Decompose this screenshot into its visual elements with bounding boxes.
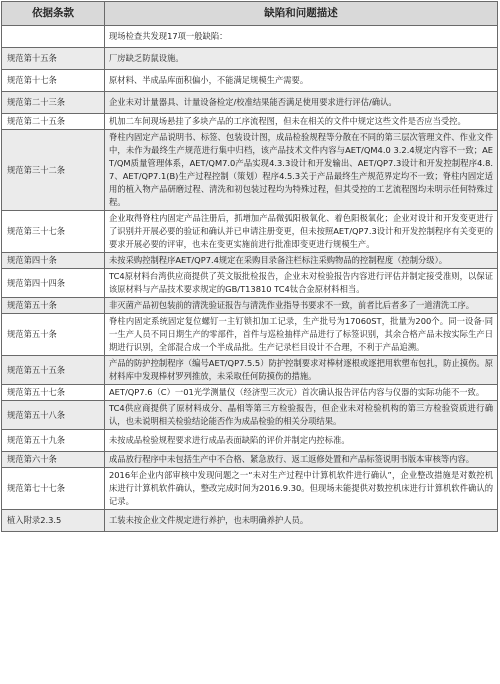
description-cell: 企业取得脊柱内固定产品注册后，抓增加产品微弧阳极氧化、着色阳极氧化；企业对设计和开发变更进行了识别并开展必要的验证和确认并已申请注册变更，但未按照AET/QP7.3设计和开发控制程序有关变更的要求开展必要的评审，也未在变更实施前进行批准即变更进行规模生产。 [105,211,498,253]
description-cell: TC4供应商提供了原材料成分、晶相等第三方检验报告，但企业未对检验机构的第三方检验资质进行确认，也未说明相关检验结论能否作为成品检验的相关分项结果。 [105,401,498,430]
table-row [2,269,498,298]
header-clause: 依据条款 [2,2,105,26]
description-cell: 未按成品检验规程要求进行成品表面缺陷的评价并制定内控标准。 [105,430,498,452]
description-cell: 机加二车间现场悬挂了多块产品的工序流程图，但未在相关的文件中规定这些文件是否应当受控。 [105,114,498,130]
table-header-row [2,2,498,26]
table-row [2,401,498,430]
clause-cell: 规范第二十三条 [2,92,105,114]
description-cell: AET/QP7.6（C）一01光学测量仪（经济型三次元）首次确认报告评估内容与仪器的实际功能不一致。 [105,385,498,401]
table-row [2,92,498,114]
table-row [2,452,498,468]
description-cell: 脊柱内固定产品说明书、标签、包装设计图，成品检验规程等分散在不同的第三层次管理文件、作业文件中，未作为最终生产规范进行集中归档，该产品技术文件内容与AET/QM4.0 3.2.4规定内容不一致；AET/QM质量管理体系，AET/QM7.0产品实现4.3.3设计和开发输出、AET/QP7.3设计和开发控制程序4.8.7、AET/QP7.1(B)生产过程控制（策划）程序4.5.3关于产品最终生产规范界定均不一致；脊柱内固定适用的植入物产品研磨过程、清洗和初包装过程均为特殊过程，但其受控的工艺流程图均未明示任何特殊过程。 [105,130,498,211]
clause-cell: 规范第五十条 [2,314,105,356]
description-cell: 2016年企业内部审核中发现问题之一“未对生产过程中计算机软件进行确认”，企业整改措施是对数控机床进行计算机软件确认，整改完成时间为2016.9.30。但现场未能提供对数控机床进行计算机软件确认的记录。 [105,468,498,510]
description-cell: 非灭菌产品初包装前的清洗验证报告与清洗作业指导书要求不一致，前者比后者多了一道清洗工序。 [105,298,498,314]
table-row [2,114,498,130]
table-row [2,298,498,314]
description-cell: 产品的防护控制程序（编号AET/QP7.5.5）防护控制要求对棒材逐根或逐把用软塑布包扎，防止摸伤。原材料库中发现棒材罗列推放，未采取任何防摸伤的措施。 [105,356,498,385]
table-row [2,211,498,253]
description-cell: TC4原材料台湾供应商提供了英文版批检报告，企业未对检验报告内容进行评估并制定接受准则，以保证该原材料与产品技术要求规定的GB/T13810 TC4钛合金原材料相当。 [105,269,498,298]
clause-cell: 规范第三十七条 [2,211,105,253]
description-cell: 企业未对计量器具、计量设备检定/校准结果能否满足使用要求进行评估/确认。 [105,92,498,114]
clause-cell: 规范第七十七条 [2,468,105,510]
table-row [2,385,498,401]
clause-cell: 规范第三十二条 [2,130,105,211]
clause-cell: 规范第五十条 [2,298,105,314]
header-description: 缺陷和问题描述 [105,2,498,26]
clause-cell: 规范第五十七条 [2,385,105,401]
table-row [2,48,498,70]
clause-cell: 规范第五十五条 [2,356,105,385]
table-row [2,468,498,510]
clause-cell: 规范第五十九条 [2,430,105,452]
clause-cell: 规范第二十五条 [2,114,105,130]
clause-cell: 规范第五十八条 [2,401,105,430]
description-cell: 成品放行程序中未包括生产中不合格、紧急放行、返工返修处置和产品标签说明书版本审核等内容。 [105,452,498,468]
description-cell: 脊柱内固定系统固定复位螺钉一主钉锁扣加工记录，生产批号为17060ST，批量为200个。同一设备·同一生产人员不同日期生产的零部件，首件与巡检抽样产品进行了标签识别，其余合格产品未按实际生产日期进行识别，全部混合成一个半成品批。生产记录栏目设计不合理，不利于产品追溯。 [105,314,498,356]
description-cell: 现场检查共发现17项一般缺陷： [105,26,498,48]
clause-cell: 规范第十五条 [2,48,105,70]
table-row [2,314,498,356]
table-row [2,430,498,452]
description-cell: 原材料、半成品库面积偏小，不能满足规模生产需要。 [105,70,498,92]
clause-cell: 规范第六十条 [2,452,105,468]
table-row [2,510,498,532]
defect-table [1,1,498,532]
clause-cell: 植入附录2.3.5 [2,510,105,532]
description-cell: 工装未按企业文件规定进行养护，也未明确养护人员。 [105,510,498,532]
clause-cell: 规范第四十条 [2,253,105,269]
table-row [2,253,498,269]
table-row [2,26,498,48]
table-row [2,356,498,385]
table-row [2,130,498,211]
description-cell: 未按采购控制程序AET/QP7.4规定在采购目录备注栏标注采购物品的控制程度（控制分级）。 [105,253,498,269]
clause-cell: 规范第十七条 [2,70,105,92]
clause-cell: 规范第四十四条 [2,269,105,298]
description-cell: 厂房缺乏防鼠设施。 [105,48,498,70]
table-row [2,70,498,92]
clause-cell [2,26,105,48]
